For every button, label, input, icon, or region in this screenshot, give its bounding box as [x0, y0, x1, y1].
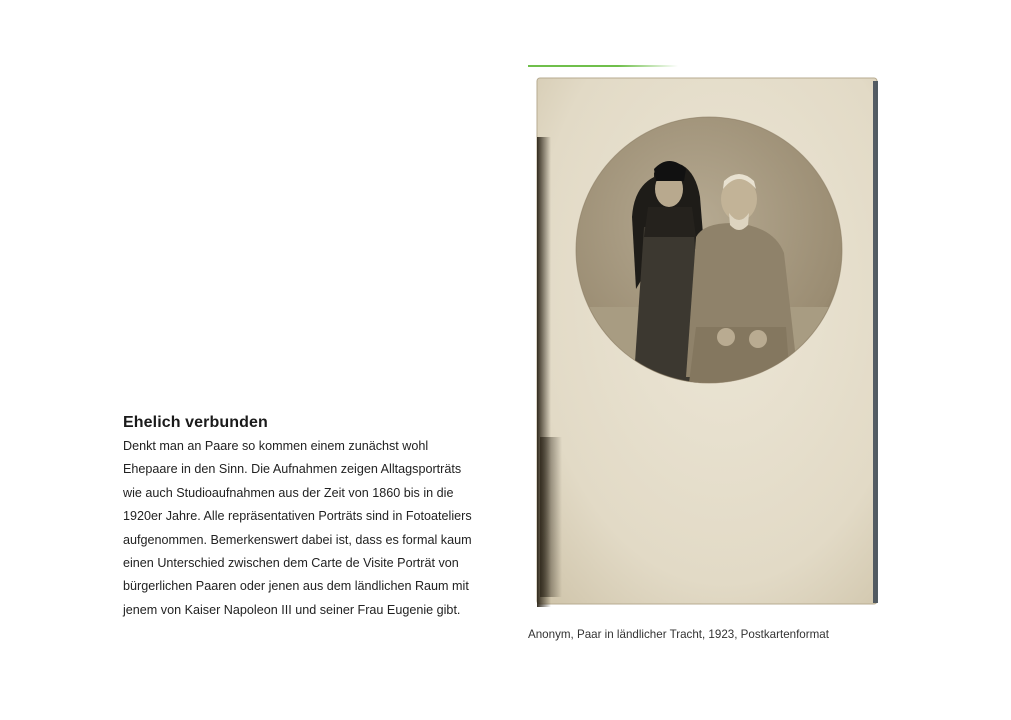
paragraph-line: einen Unterschied zwischen dem Carte de Visite Porträt von — [123, 556, 459, 571]
paragraph-line: Denkt man an Paare so kommen einem zunächst wohl — [123, 439, 429, 453]
paragraph-line: aufgenommen. Bemerkenswert dabei ist, dass es formal kaum — [123, 532, 472, 547]
accent-rule — [528, 65, 678, 67]
card-stain-lower — [540, 437, 562, 597]
body-paragraph — [123, 435, 513, 622]
paragraph-line: Ehepaare in den Sinn. Die Aufnahmen zeigen Alltagsporträts — [123, 462, 462, 477]
paragraph-line: jenem von Kaiser Napoleon III und seiner Frau Eugenie gibt. — [123, 602, 461, 617]
postcard-image — [536, 77, 882, 607]
paragraph-line: bürgerlichen Paaren oder jenen aus dem ländlichen Raum mit — [123, 579, 469, 594]
paragraph-line: wie auch Studioaufnahmen aus der Zeit von 1860 bis in die — [123, 485, 454, 500]
card-edge — [873, 81, 878, 603]
text-block — [123, 414, 513, 622]
postcard-photo — [536, 77, 882, 607]
paragraph-line: 1920er Jahre. Alle repräsentativen Porträts sind in Fotoateliers — [123, 509, 472, 524]
section-heading: Ehelich verbunden — [123, 414, 268, 431]
figure-caption: Anonym, Paar in ländlicher Tracht, 1923, Postkartenformat — [528, 628, 829, 641]
